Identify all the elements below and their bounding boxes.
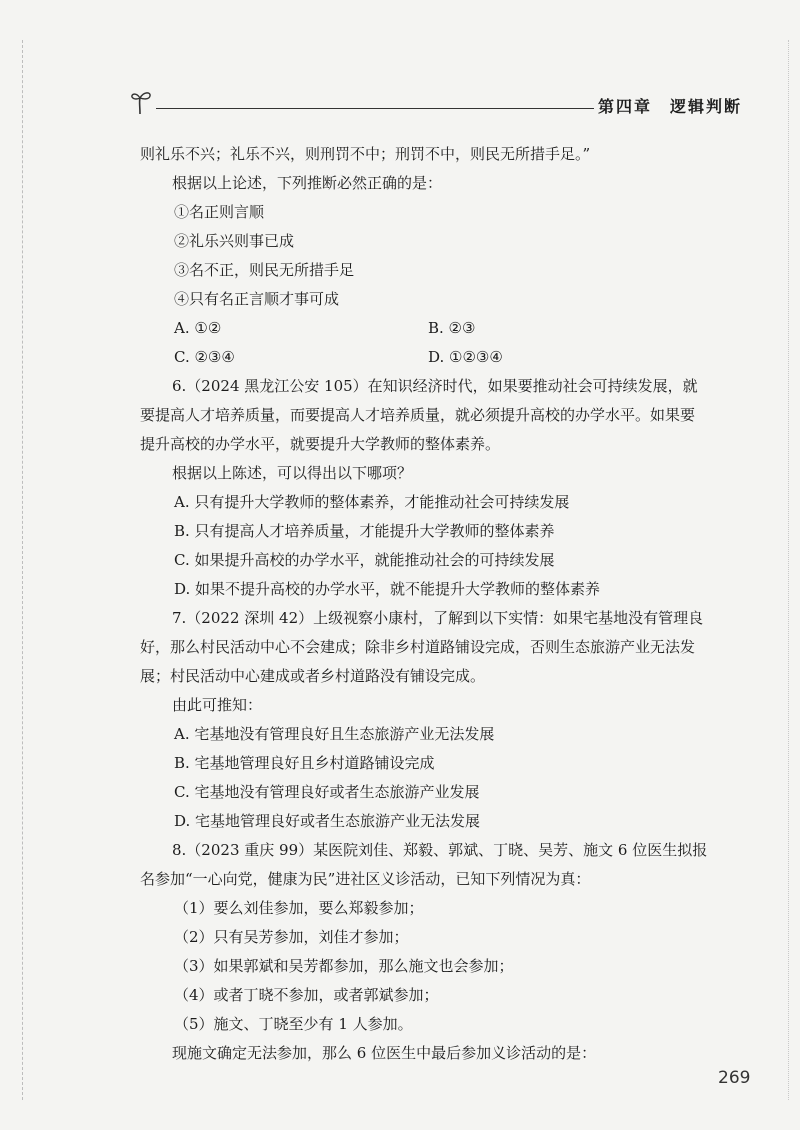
q5-options-row-2 xyxy=(140,343,720,372)
q6-option-d: D. 如果不提升高校的办学水平，就不能提升大学教师的整体素养 xyxy=(174,580,601,598)
sprout-icon xyxy=(130,86,158,120)
q7-line-2: 好，那么村民活动中心不会建成；除非乡村道路铺设完成，否则生态旅游产业无法发 xyxy=(140,638,696,656)
scan-edge-left xyxy=(22,40,24,1100)
q7-line-3: 展；村民活动中心建成或者乡村道路没有铺设完成。 xyxy=(140,667,486,685)
q6-line-3: 提升高校的办学水平，就要提升大学教师的整体素养。 xyxy=(140,435,501,453)
q7-option-c: C. 宅基地没有管理良好或者生态旅游产业发展 xyxy=(174,783,480,801)
q5-statement-3: ③名不正，则民无所措手足 xyxy=(174,261,355,279)
page-number: 269 xyxy=(718,1068,751,1088)
q5-option-d: D. ①②③④ xyxy=(428,348,503,366)
q5-stem: 根据以上论述，下列推断必然正确的是： xyxy=(172,174,443,192)
q8-condition-1: （1）要么刘佳参加，要么郑毅参加； xyxy=(174,899,424,917)
q7-option-d: D. 宅基地管理良好或者生态旅游产业无法发展 xyxy=(174,812,481,830)
q7-option-b: B. 宅基地管理良好且乡村道路铺设完成 xyxy=(174,754,435,772)
header-rule xyxy=(156,108,594,109)
q5-option-c: C. ②③④ xyxy=(174,348,235,366)
q8-condition-2: （2）只有吴芳参加，刘佳才参加； xyxy=(174,928,409,946)
q5-option-b: B. ②③ xyxy=(428,319,476,337)
q6-stem: 根据以上陈述，可以得出以下哪项？ xyxy=(172,464,413,482)
q5-options-row-1 xyxy=(140,314,720,343)
q5-statement-1: ①名正则言顺 xyxy=(174,203,265,221)
q8-line-1: 8.（2023 重庆 99）某医院刘佳、郑毅、郭斌、丁晓、吴芳、施文 6 位医生拟报 xyxy=(172,841,708,859)
q6-option-b: B. 只有提高人才培养质量，才能提升大学教师的整体素养 xyxy=(174,522,555,540)
q7-stem: 由此可推知： xyxy=(172,696,263,714)
q6-option-c: C. 如果提升高校的办学水平，就能推动社会的可持续发展 xyxy=(174,551,555,569)
q8-condition-3: （3）如果郭斌和吴芳都参加，那么施文也会参加； xyxy=(174,957,514,975)
q8-condition-4: （4）或者丁晓不参加，或者郭斌参加； xyxy=(174,986,439,1004)
q5-statement-2: ②礼乐兴则事已成 xyxy=(174,232,295,250)
chapter-title: 第四章 逻辑判断 xyxy=(598,97,743,116)
page-header xyxy=(130,86,743,116)
q8-stem: 现施文确定无法参加，那么 6 位医生中最后参加义诊活动的是： xyxy=(172,1044,597,1062)
q5-statement-4: ④只有名正言顺才事可成 xyxy=(174,290,340,308)
scan-edge-right xyxy=(788,40,790,1100)
q6-line-1: 6.（2024 黑龙江公安 105）在知识经济时代，如果要推动社会可持续发展，就 xyxy=(172,377,698,395)
q5-continuation: 则礼乐不兴；礼乐不兴，则刑罚不中；刑罚不中，则民无所措手足。” xyxy=(140,145,591,163)
q6-option-a: A. 只有提升大学教师的整体素养，才能推动社会可持续发展 xyxy=(174,493,570,511)
q8-condition-5: （5）施文、丁晓至少有 1 人参加。 xyxy=(174,1015,413,1033)
q7-line-1: 7.（2022 深圳 42）上级视察小康村，了解到以下实情：如果宅基地没有管理良 xyxy=(172,609,704,627)
q7-option-a: A. 宅基地没有管理良好且生态旅游产业无法发展 xyxy=(174,725,495,743)
q5-option-a: A. ①② xyxy=(174,319,222,337)
page-content xyxy=(140,140,720,1068)
q8-line-2: 名参加“一心向党，健康为民”进社区义诊活动，已知下列情况为真： xyxy=(140,870,591,888)
q6-line-2: 要提高人才培养质量，而要提高人才培养质量，就必须提升高校的办学水平。如果要 xyxy=(140,406,696,424)
